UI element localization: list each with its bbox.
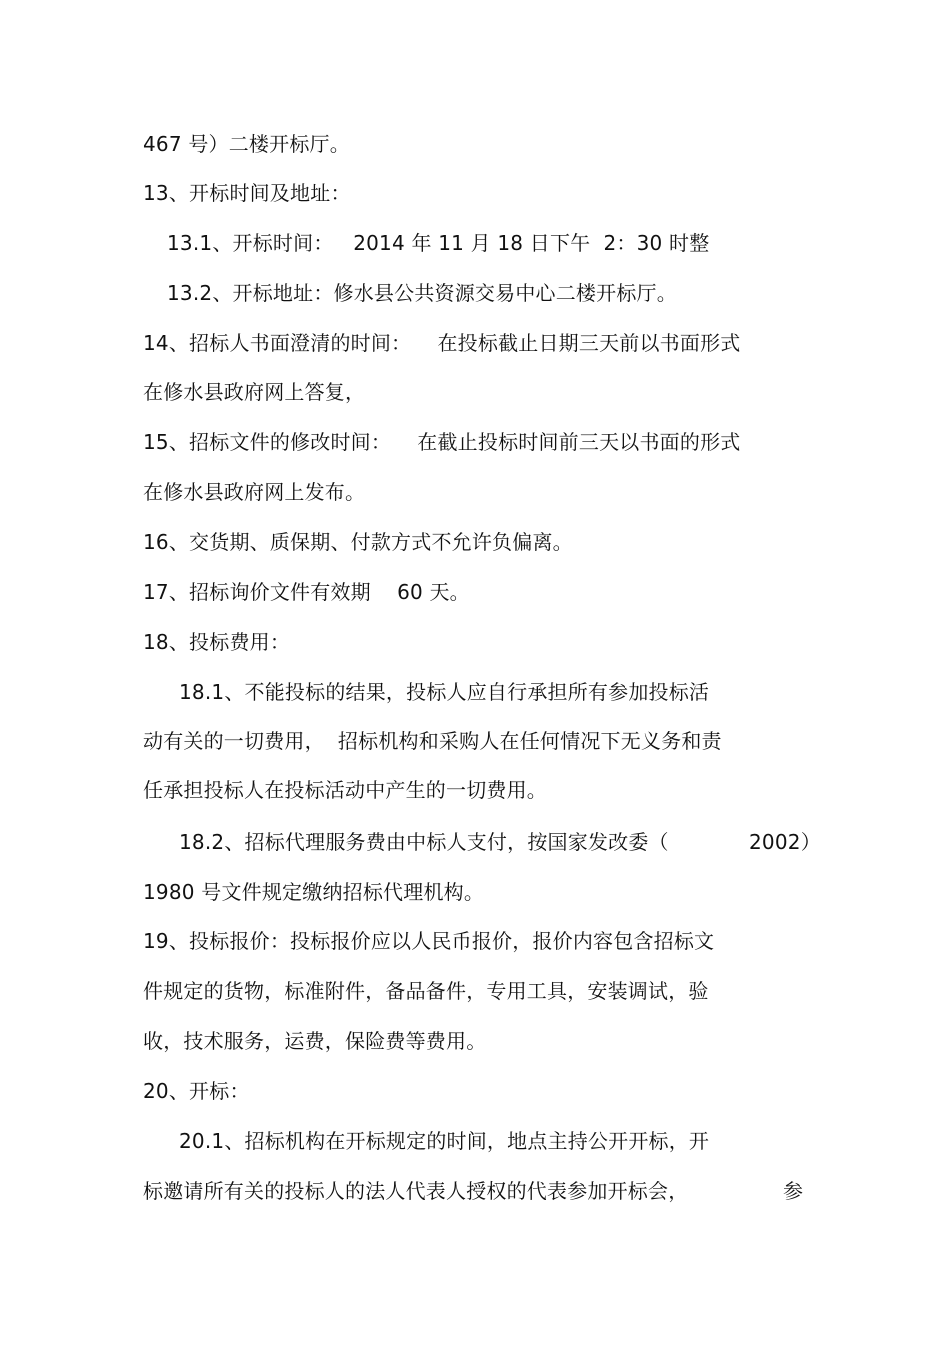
text-line: 18.1、不能投标的结果，投标人应自行承担所有参加投标活 <box>179 680 710 704</box>
section-heading-20: 20、开标： <box>143 1079 250 1103</box>
text-line: 20.1、招标机构在开标规定的时间，地点主持公开开标，开 <box>179 1129 710 1153</box>
text-line: 467 号）二楼开标厅。 <box>143 132 350 156</box>
text-line: 在修水县政府网上答复， <box>143 380 366 404</box>
text-line: 在修水县政府网上发布。 <box>143 480 366 504</box>
section-heading-16: 16、交货期、质保期、付款方式不允许负偏离。 <box>143 530 573 554</box>
section-heading-19: 19、投标报价：投标报价应以人民币报价，报价内容包含招标文 <box>143 929 715 953</box>
section-heading-13: 13、开标时间及地址： <box>143 181 351 205</box>
text-line: 动有关的一切费用， 招标机构和采购人在任何情况下无义务和责 <box>143 729 722 753</box>
text-line: 任承担投标人在投标活动中产生的一切费用。 <box>143 778 547 802</box>
text-fragment: 参 <box>783 1179 804 1203</box>
text-line: 13.1、开标时间： 2014 年 11 月 18 日下午 2：30 时整 <box>167 231 710 255</box>
text-fragment: 2002） <box>749 830 821 854</box>
text-line: 18.2、招标代理服务费由中标人支付，按国家发改委（ <box>179 830 669 854</box>
section-heading-14: 14、招标人书面澄清的时间： 在投标截止日期三天前以书面形式 <box>143 331 741 355</box>
text-line: 标邀请所有关的投标人的法人代表人授权的代表参加开标会， <box>143 1179 689 1203</box>
section-heading-15: 15、招标文件的修改时间： 在截止投标时间前三天以书面的形式 <box>143 430 741 454</box>
section-heading-18: 18、投标费用： <box>143 630 291 654</box>
text-line: 收，技术服务，运费，保险费等费用。 <box>143 1029 487 1053</box>
text-line: 件规定的货物，标准附件，备品备件，专用工具，安装调试，验 <box>143 979 709 1003</box>
text-line: 1980 号文件规定缴纳招标代理机构。 <box>143 880 485 904</box>
text-line: 13.2、开标地址：修水县公共资源交易中心二楼开标厅。 <box>167 281 677 305</box>
section-heading-17: 17、招标询价文件有效期 60 天。 <box>143 580 470 604</box>
